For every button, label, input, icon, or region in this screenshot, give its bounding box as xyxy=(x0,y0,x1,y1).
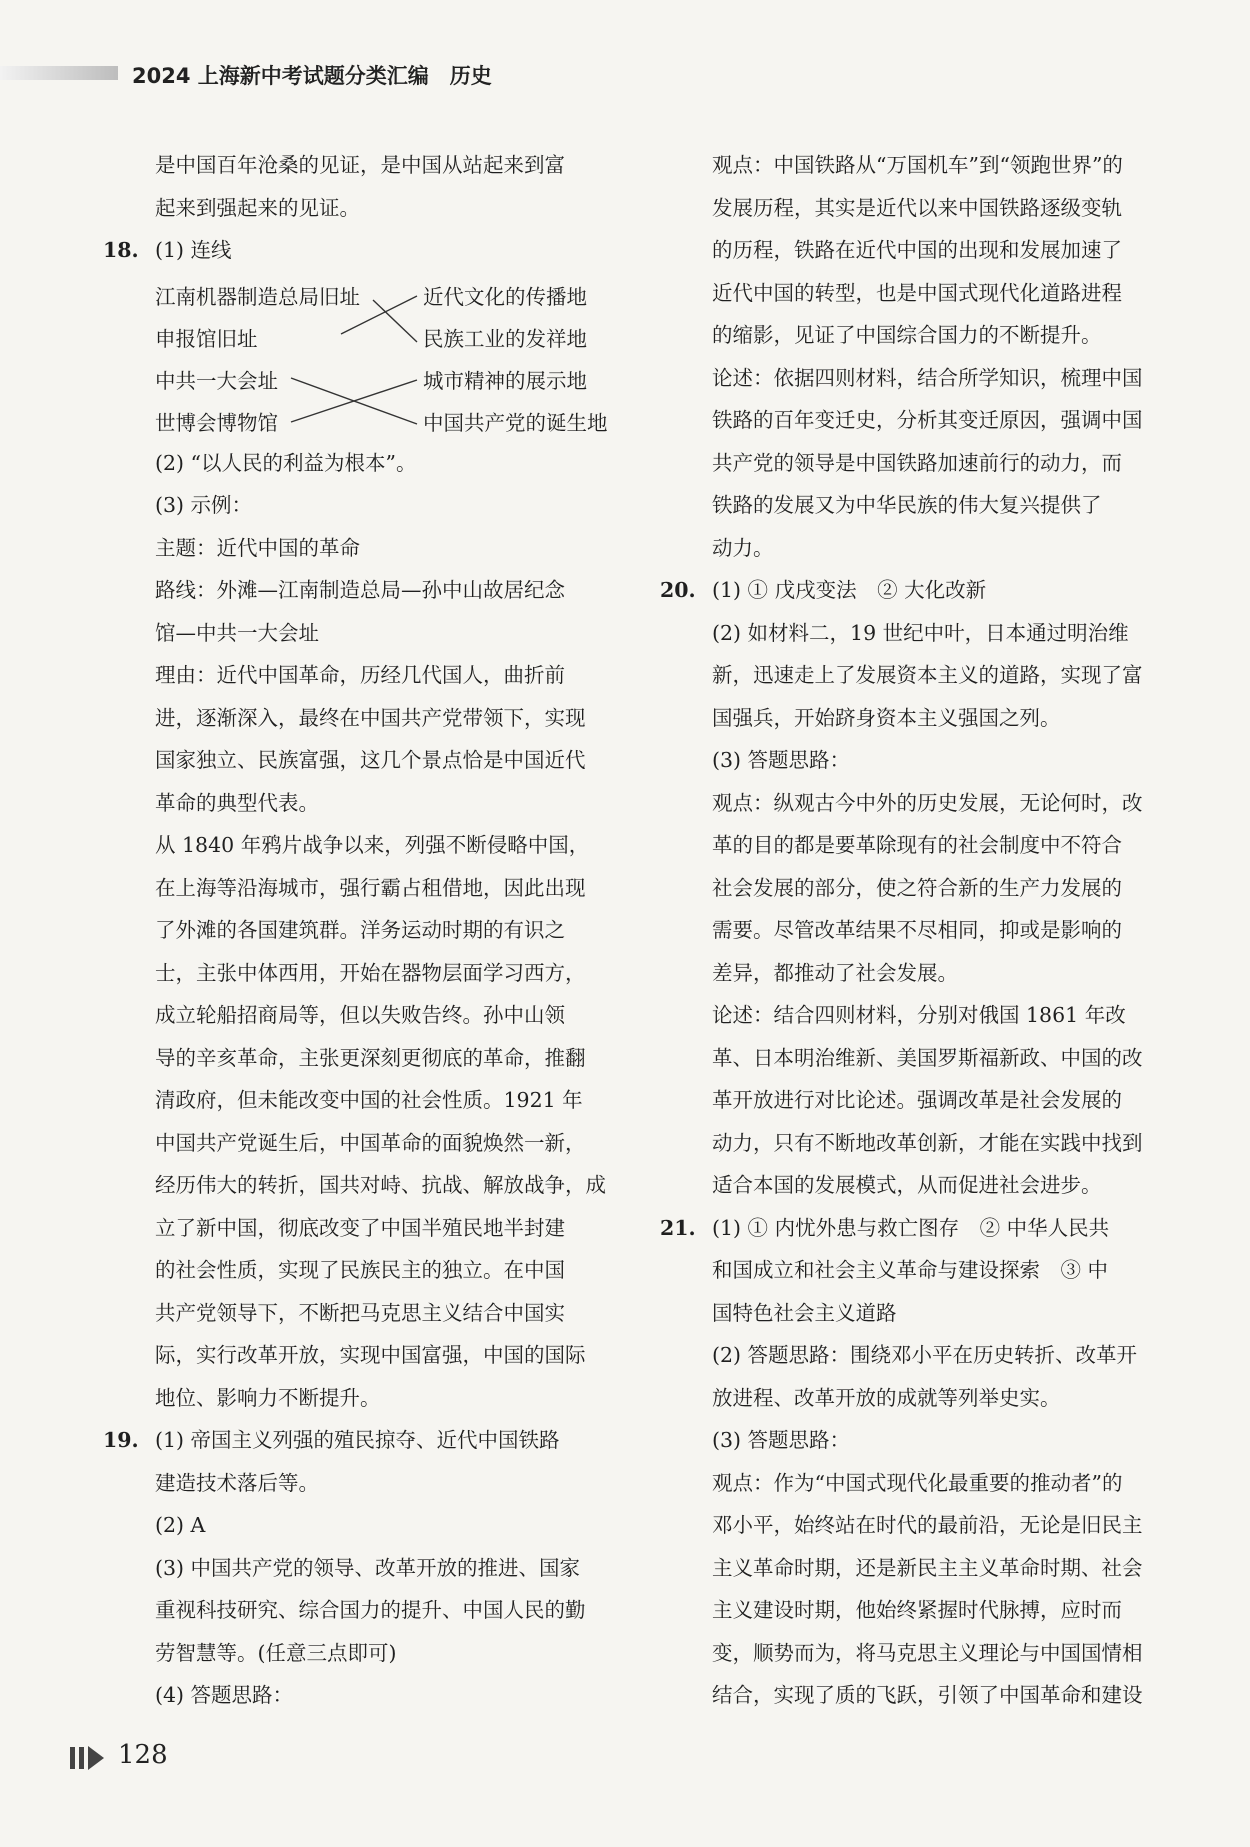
text-line: 国特色社会主义道路 xyxy=(712,1300,897,1325)
text-line: (2) 如材料二，19 世纪中叶，日本通过明治维 xyxy=(712,620,1129,645)
text-line: 了外滩的各国建筑群。洋务运动时期的有识之 xyxy=(155,918,565,942)
running-header-title: 2024 上海新中考试题分类汇编 历史 xyxy=(132,64,492,88)
text-line: 导的辛亥革命，主张更深刻更彻底的革命，推翻 xyxy=(155,1045,586,1070)
question-21-part1 xyxy=(660,1207,1182,1250)
header-decoration-bar xyxy=(0,66,118,80)
question-number: 20. xyxy=(660,578,696,602)
text-line: 建造技术落后等。 xyxy=(155,1470,319,1495)
text-line: 地位、影响力不断提升。 xyxy=(155,1385,381,1410)
match-left-item: 世博会博物馆 xyxy=(155,410,278,435)
text-line: 立了新中国，彻底改变了中国半殖民地半封建 xyxy=(155,1215,565,1240)
text-line: 在上海等沿海城市，强行霸占租借地，因此出现 xyxy=(155,875,586,900)
text-line: 近代中国的转型，也是中国式现代化道路进程 xyxy=(712,280,1122,305)
page-number: 128 xyxy=(118,1740,168,1770)
matching-diagram xyxy=(155,272,625,442)
text-line: 放进程、改革开放的成就等列举史实。 xyxy=(712,1385,1061,1410)
question-20-part1 xyxy=(660,569,1182,612)
text-line: 铁路的发展又为中华民族的伟大复兴提供了 xyxy=(712,493,1102,517)
text-line: 变，顺势而为，将马克思主义理论与中国国情相 xyxy=(712,1640,1143,1665)
text-line: 动力。 xyxy=(712,535,774,560)
text-line: (3) 中国共产党的领导、改革开放的推进、国家 xyxy=(155,1555,581,1580)
text-line: 主义建设时期，他始终紧握时代脉搏，应时而 xyxy=(712,1598,1122,1622)
text-line: 路线：外滩—江南制造总局—孙中山故居纪念 xyxy=(155,578,565,602)
text-line: (1) 帝国主义列强的殖民掠夺、近代中国铁路 xyxy=(155,1428,560,1452)
match-right-item: 中国共产党的诞生地 xyxy=(423,410,608,435)
question-18-part1 xyxy=(103,229,625,272)
connector-line xyxy=(341,296,417,334)
question-number: 18. xyxy=(103,238,139,262)
text-line: 共产党领导下，不断把马克思主义结合中国实 xyxy=(155,1300,565,1325)
text-line: 革开放进行对比论述。强调改革是社会发展的 xyxy=(712,1088,1122,1112)
text-line: 士，主张中体西用，开始在器物层面学习西方， xyxy=(155,960,586,985)
match-left-item: 申报馆旧址 xyxy=(155,326,258,351)
text-line: 论述：结合四则材料，分别对俄国 1861 年改 xyxy=(712,1003,1126,1027)
text-line: 的历程，铁路在近代中国的出现和发展加速了 xyxy=(712,238,1122,262)
question-19-part1 xyxy=(103,1419,625,1462)
text-line: 社会发展的部分，使之符合新的生产力发展的 xyxy=(712,875,1122,900)
text-line: (3) 示例： xyxy=(155,493,253,517)
text-line: 理由：近代中国革命，历经几代国人，曲折前 xyxy=(155,663,565,687)
text-line: 经历伟大的转折，国共对峙、抗战、解放战争，成 xyxy=(155,1173,606,1197)
text-line: 革命的典型代表。 xyxy=(155,790,319,815)
question-number: 21. xyxy=(660,1215,696,1240)
text-line: 起来到强起来的见证。 xyxy=(155,195,360,220)
right-column xyxy=(660,144,1182,1717)
text-line: 清政府，但未能改变中国的社会性质。1921 年 xyxy=(155,1088,583,1112)
text-line: (3) 答题思路： xyxy=(712,1428,851,1452)
text-line: 共产党的领导是中国铁路加速前行的动力，而 xyxy=(712,450,1122,475)
text-line: 的社会性质，实现了民族民主的独立。在中国 xyxy=(155,1258,565,1282)
text-line: 际，实行改革开放，实现中国富强，中国的国际 xyxy=(155,1343,586,1367)
text-line: 成立轮船招商局等，但以失败告终。孙中山领 xyxy=(155,1003,565,1027)
text-line: 观点：中国铁路从“万国机车”到“领跑世界”的 xyxy=(712,153,1123,177)
text-line: 劳智慧等。(任意三点即可) xyxy=(155,1640,397,1665)
marker-triangle xyxy=(88,1746,104,1770)
text-line: 的缩影，见证了中国综合国力的不断提升。 xyxy=(712,323,1102,347)
text-line: 动力，只有不断地改革创新，才能在实践中找到 xyxy=(712,1130,1143,1155)
text-line: 革的目的都是要革除现有的社会制度中不符合 xyxy=(712,833,1122,857)
connector-lines xyxy=(155,272,625,442)
connector-line xyxy=(291,380,417,422)
text-line: 馆—中共一大会址 xyxy=(155,620,319,645)
marker-bar xyxy=(70,1747,75,1769)
text-line: 国强兵，开始跻身资本主义强国之列。 xyxy=(712,705,1061,730)
match-right-item: 民族工业的发祥地 xyxy=(423,326,587,351)
text-line: (2) 答题思路：围绕邓小平在历史转折、改革开 xyxy=(712,1343,1138,1367)
text-line: (1) ① 内忧外患与救亡图存 ② 中华人民共 xyxy=(712,1215,1110,1240)
match-left-item: 中共一大会址 xyxy=(155,368,278,393)
text-line: 需要。尽管改革结果不尽相同，抑或是影响的 xyxy=(712,918,1122,942)
match-right-item: 城市精神的展示地 xyxy=(423,368,587,393)
match-right-item: 近代文化的传播地 xyxy=(423,284,587,309)
text-line: (4) 答题思路： xyxy=(155,1683,294,1707)
text-line: 是中国百年沧桑的见证，是中国从站起来到富 xyxy=(155,153,565,177)
text-line: 革、日本明治维新、美国罗斯福新政、中国的改 xyxy=(712,1045,1143,1070)
text-line: 观点：作为“中国式现代化最重要的推动者”的 xyxy=(712,1470,1123,1495)
text-line: 适合本国的发展模式，从而促进社会进步。 xyxy=(712,1173,1102,1197)
marker-bar xyxy=(79,1747,84,1769)
match-left-item: 江南机器制造总局旧址 xyxy=(155,284,360,309)
text-line: 进，逐渐深入，最终在中国共产党带领下，实现 xyxy=(155,705,586,730)
text-line: (2) “以人民的利益为根本”。 xyxy=(155,450,417,475)
text-line: 新，迅速走上了发展资本主义的道路，实现了富 xyxy=(712,663,1143,687)
text-line: 差异，都推动了社会发展。 xyxy=(712,960,958,985)
text-line: 国家独立、民族富强，这几个景点恰是中国近代 xyxy=(155,748,586,772)
page-marker-icon xyxy=(70,1746,104,1770)
text-line: (3) 答题思路： xyxy=(712,748,851,772)
text-line: 结合，实现了质的飞跃，引领了中国革命和建设 xyxy=(712,1683,1143,1707)
text-line: 观点：纵观古今中外的历史发展，无论何时，改 xyxy=(712,790,1143,815)
text-line: 发展历程，其实是近代以来中国铁路逐级变轨 xyxy=(712,195,1122,220)
question-number: 19. xyxy=(103,1428,139,1452)
text-line: 中国共产党诞生后，中国革命的面貌焕然一新， xyxy=(155,1130,586,1155)
text-line: 主题：近代中国的革命 xyxy=(155,535,360,560)
text-line: 铁路的百年变迁史，分析其变迁原因，强调中国 xyxy=(712,408,1143,432)
text-line: 论述：依据四则材料，结合所学知识，梳理中国 xyxy=(712,365,1143,390)
text-line: 和国成立和社会主义革命与建设探索 ③ 中 xyxy=(712,1258,1109,1282)
text-line: (1) ① 戊戌变法 ② 大化改新 xyxy=(712,578,987,602)
text-line: (2) A xyxy=(155,1513,206,1537)
text-line: 从 1840 年鸦片战争以来，列强不断侵略中国， xyxy=(155,833,590,857)
left-column xyxy=(103,144,625,1717)
text-line: 邓小平，始终站在时代的最前沿，无论是旧民主 xyxy=(712,1513,1143,1537)
text-line: 重视科技研究、综合国力的提升、中国人民的勤 xyxy=(155,1598,586,1622)
text-line: 主义革命时期，还是新民主主义革命时期、社会 xyxy=(712,1555,1143,1580)
text-line: (1) 连线 xyxy=(155,238,232,262)
